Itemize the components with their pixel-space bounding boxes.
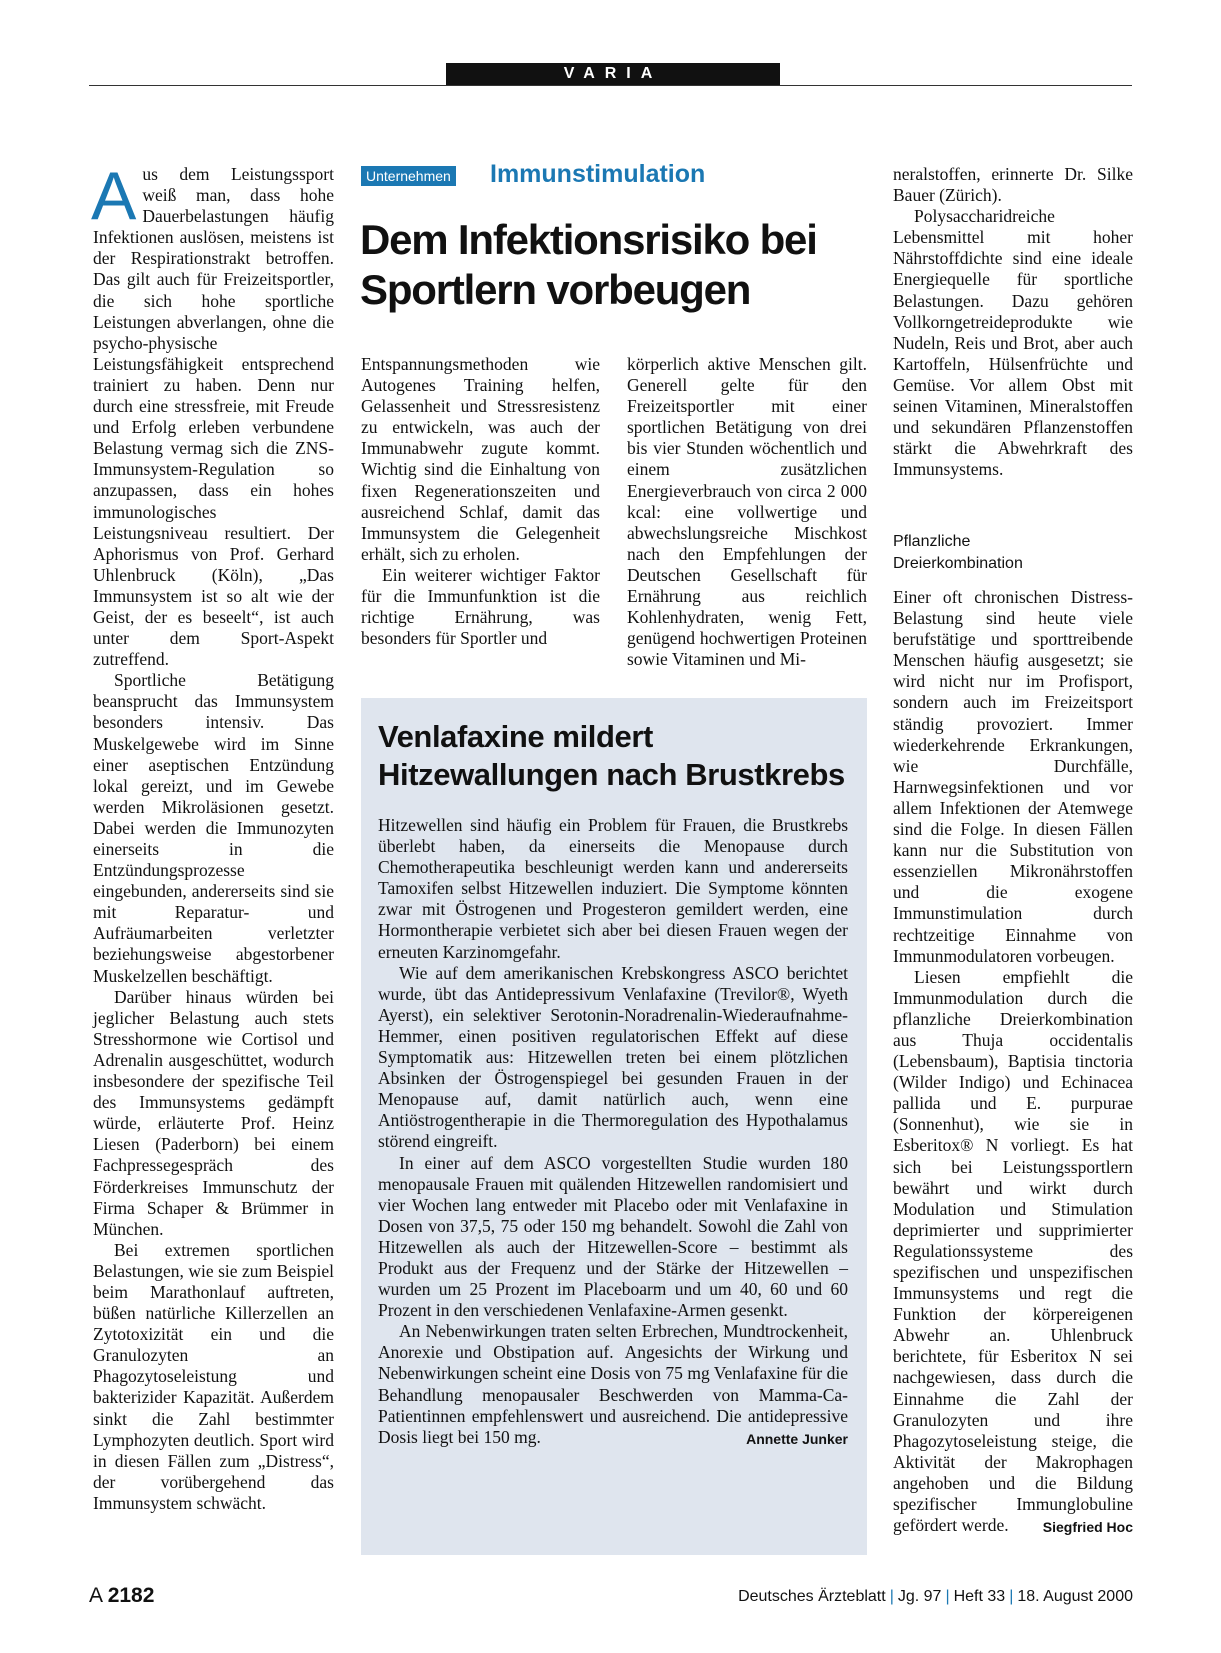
dropcap: A	[91, 158, 137, 234]
header-rule	[89, 85, 1132, 86]
col3-p1: neralstoffen, erinnerte Dr. Silke Bauer (Zürich).	[893, 164, 1133, 206]
journal-name: Deutsches Ärzteblatt	[738, 1588, 886, 1605]
col3-p4	[893, 967, 1133, 1537]
box-p4-text: An Nebenwirkungen traten selten Erbrechen, Mundtrockenheit, Anorexie und Obstipation auf. Angesichts der Wirkung und Nebenwirkungen scheint eine Dosis von 75 mg Venlafaxine für die Behandlung menopausaler Beschwerden von Mamma-Ca-Patientinnen empfehlenswert und ausreichend. Die antidepressive Dosis liegt bei 150 mg.	[378, 1321, 848, 1447]
journal-volume: Jg. 97	[897, 1588, 942, 1605]
col3-p3: Einer oft chronischen Distress-Belastung sind heute viele berufstätige und sporttreibende Menschen häufig ausgesetzt; sie wird nicht nur im Profisport, sondern auch im Freizeitsport ständig provoziert. Immer wiederkehrende Erkrankungen, wie Durchfälle, Harnwegsinfektionen und vor allem Infektionen der Atemwege sind die Folge. In diesen Fällen kann nur die Substitution von essenziellen Mikronährstoffen und die exogene Immunstimulation durch rechtzeitige Einnahme von Immunmodulatoren vorbeugen.	[893, 587, 1133, 966]
page-prefix: A	[89, 1584, 102, 1607]
box-p3: In einer auf dem ASCO vorgestellten Studie wurden 180 menopausale Frauen mit quälenden Hitzewellen randomisiert und vier Wochen lang entweder mit Placebo oder mit Venlafaxine in Dosen von 37,5, 75 oder 150 mg behandelt. Sowohl die Zahl von Hitzewellen als auch der Hitzewellen-Score – bestimmt als Produkt aus der Frequenz und der Stärke der Hitzewellen – wurden um 25 Prozent im Placeboarm und um 40, 60 und 60 Prozent in den verschiedenen Venlafaxine-Armen gesenkt.	[378, 1152, 848, 1321]
col1-p2: Sportliche Betätigung beansprucht das Immunsystem besonders intensiv. Das Muskelgewebe wird im Sinne einer aseptischen Entzündung lokal gereizt, und im Gewebe werden Mikroläsionen gesetzt. Dabei werden die Immunozyten einerseits in die Entzündungsprozesse eingebunden, andererseits sind sie mit Reparatur- und Aufräumarbeiten verletzter beziehungsweise abgestorbener Muskelzellen beschäftigt.	[93, 670, 334, 986]
box-p1: Hitzewellen sind häufig ein Problem für Frauen, die Brustkrebs überlebt haben, da einerseits die Menopause durch Chemotherapeutika beschleunigt werden kann und andererseits Tamoxifen selbst Hitzewellen induziert. Die Symptome könnten zwar mit Östrogenen und Progesteron gemildert werden, eine Hormontherapie verbietet sich aber bei diesen Frauen wegen der erneuten Karzinomgefahr.	[378, 815, 848, 962]
col1-p3: Darüber hinaus würden bei jeglicher Belastung auch stets Stresshormone wie Cortisol und Adrenalin ausgeschüttet, wodurch insbesondere der spezifische Teil des Immunsystems gedämpft würde, erläuterte Prof. Heinz Liesen (Paderborn) bei einem Fachpressegespräch des Förderkreises Immunschutz der Firma Schaper & Brümmer in München.	[93, 986, 334, 1239]
col2a-p1: Entspannungsmethoden wie Autogenes Training helfen, Gelassenheit und Stressresistenz zu entwickeln, was auch der Immunabwehr zugute kommt. Wichtig sind die Einhaltung von fixen Regenerationszeiten und ausreichend Schlaf, damit das Immunsystem die Gelegenheit erhält, sich zu erholen.	[361, 354, 600, 564]
box-p4	[378, 1321, 848, 1448]
subheading: Pflanzliche Dreierkombination	[893, 533, 1023, 572]
col3-p4-text: Liesen empfiehlt die Immunmodulation durch die pflanzliche Dreierkombination aus Thuja occidentalis (Lebensbaum), Baptisia tinctoria (Wilder Indigo) und Echinacea pallida und E. purpurae (Sonnenhut), wie sie in Esberitox® N vorliegt. Es hat sich bei Leistungssportlern bewährt und wirkt durch Modulation und Stimulation deprimierter und supprimierter Regulationssysteme des spezifischen und unspezifischen Immunsystems und regt die Funktion der körpereigenen Abwehr an. Uhlenbruck berichtete, für Esberitox N sei nachgewiesen, dass durch die Einnahme die Zahl der Granulozyten und ihre Phagozytoseleistung steige, die Aktivität der Makrophagen angehoben und die Bildung spezifischer Immunglobuline gefördert werde.	[893, 966, 1133, 1536]
column-3a	[893, 164, 1133, 480]
col1-p4: Bei extremen sportlichen Belastungen, wie sie zum Beispiel beim Marathonlauf auftreten, büßen natürliche Killerzellen an Zytotoxizität ein und die Granulozyten an Phagozytoseleistung und bakterizider Kapazität. Außerdem sinkt die Zahl bestimmter Lymphozyten deutlich. Sport wird in diesen Fällen zum „Distress“, der vorübergehend das Immunsystem schwächt.	[93, 1239, 334, 1513]
box-text	[378, 815, 848, 1450]
journal-issue: Heft 33	[953, 1588, 1006, 1605]
column-1	[91, 158, 334, 1514]
col3-p2: Polysaccharidreiche Lebensmittel mit hoher Nährstoffdichte sind eine ideale Energiequelle für sportliche Belastungen. Dazu gehören Vollkorngetreideprodukte wie Nudeln, Reis und Brot, aber auch Kartoffeln, Hülsenfrüchte und Gemüse. Vor allem Obst mit seinen Vitaminen, Mineralstoffen und sekundären Pflanzenstoffen stärkt die Abwehrkraft des Immunsystems.	[893, 206, 1133, 480]
box-p2: Wie auf dem amerikanischen Krebskongress ASCO berichtet wurde, übt das Antidepressivum Venlafaxine (Trevilor®, Wyeth Ayerst), ein selektiver Serotonin-Noradrenalin-Wiederaufnahme-Hemmer, einen positiven regulatorischen Effekt auf diese Symptomatik aus: Hitzewellen treten bei einem plötzlichen Absinken der Östrogenspiegel bei gesunden Frauen in der Menopause auf, damit natürlich auch, wenn eine Antiöstrogentherapie in die Thermoregulation des Hypothalamus störend eingreift.	[378, 962, 848, 1152]
issue-date: 18. August 2000	[1017, 1588, 1133, 1605]
footer-citation: Deutsches Ärzteblatt | Jg. 97 | Heft 33 | 18. August 2000	[738, 1588, 1133, 1605]
column-2a	[361, 354, 600, 649]
article-author: Siegfried Hoc	[1042, 1519, 1133, 1536]
page-number	[89, 1584, 154, 1608]
section-header: VARIA	[446, 63, 780, 85]
box-title: Venlafaxine mildert Hitzewallungen nach Brustkrebs	[378, 719, 845, 792]
article-headline: Dem Infektionsrisiko bei Sportlern vorbeugen	[360, 216, 817, 313]
column-3b	[893, 587, 1133, 1538]
col2a-p2: Ein weiterer wichtiger Faktor für die Immunfunktion ist die richtige Ernährung, was besonders für Sportler und	[361, 564, 600, 649]
page-number-value: 2182	[107, 1584, 155, 1607]
rubric-title: Immunstimulation	[490, 160, 706, 188]
kicker-badge: Unternehmen	[361, 166, 456, 186]
col2b-p1: körperlich aktive Menschen gilt. Generell gelte für den Freizeitsportler mit einer sportlichen Betätigung von drei bis vier Stunden wöchentlich und einem zusätzlichen Energieverbrauch von circa 2 000 kcal: eine vollwertige und abwechslungsreiche Mischkost nach den Empfehlungen der Deutschen Gesellschaft für Ernährung aus reichlich Kohlenhydraten, wenig Fett, genügend hochwertigen Proteinen sowie Vitaminen und Mi-	[627, 354, 867, 670]
col1-p1: us dem Leistungssport weiß man, dass hohe Dauerbelastungen häufig Infektionen auslösen, meistens ist der Respirationstrakt betroffen. Das gilt auch für Freizeitsportler, die sich hohe sportliche Leistungen abverlangen, ohne die psycho-physische Leistungsfähigkeit entsprechend trainiert zu haben. Denn nur durch eine stressfreie, mit Freude und Erfolg erleben verbundene Belastung vermag sich die ZNS-Immunsystem-Regulation so anzupassen, dass ein hohes immunologisches Leistungsniveau resultiert. Der Aphorismus von Prof. Gerhard Uhlenbruck (Köln), „Das Immunsystem ist so alt wie der Geist, der es beseelt“, ist auch unter dem Sport-Aspekt zutreffend.	[93, 164, 334, 670]
box-author: Annette Junker	[746, 1430, 848, 1447]
intro-paragraph	[91, 158, 334, 670]
column-2b	[627, 354, 867, 670]
